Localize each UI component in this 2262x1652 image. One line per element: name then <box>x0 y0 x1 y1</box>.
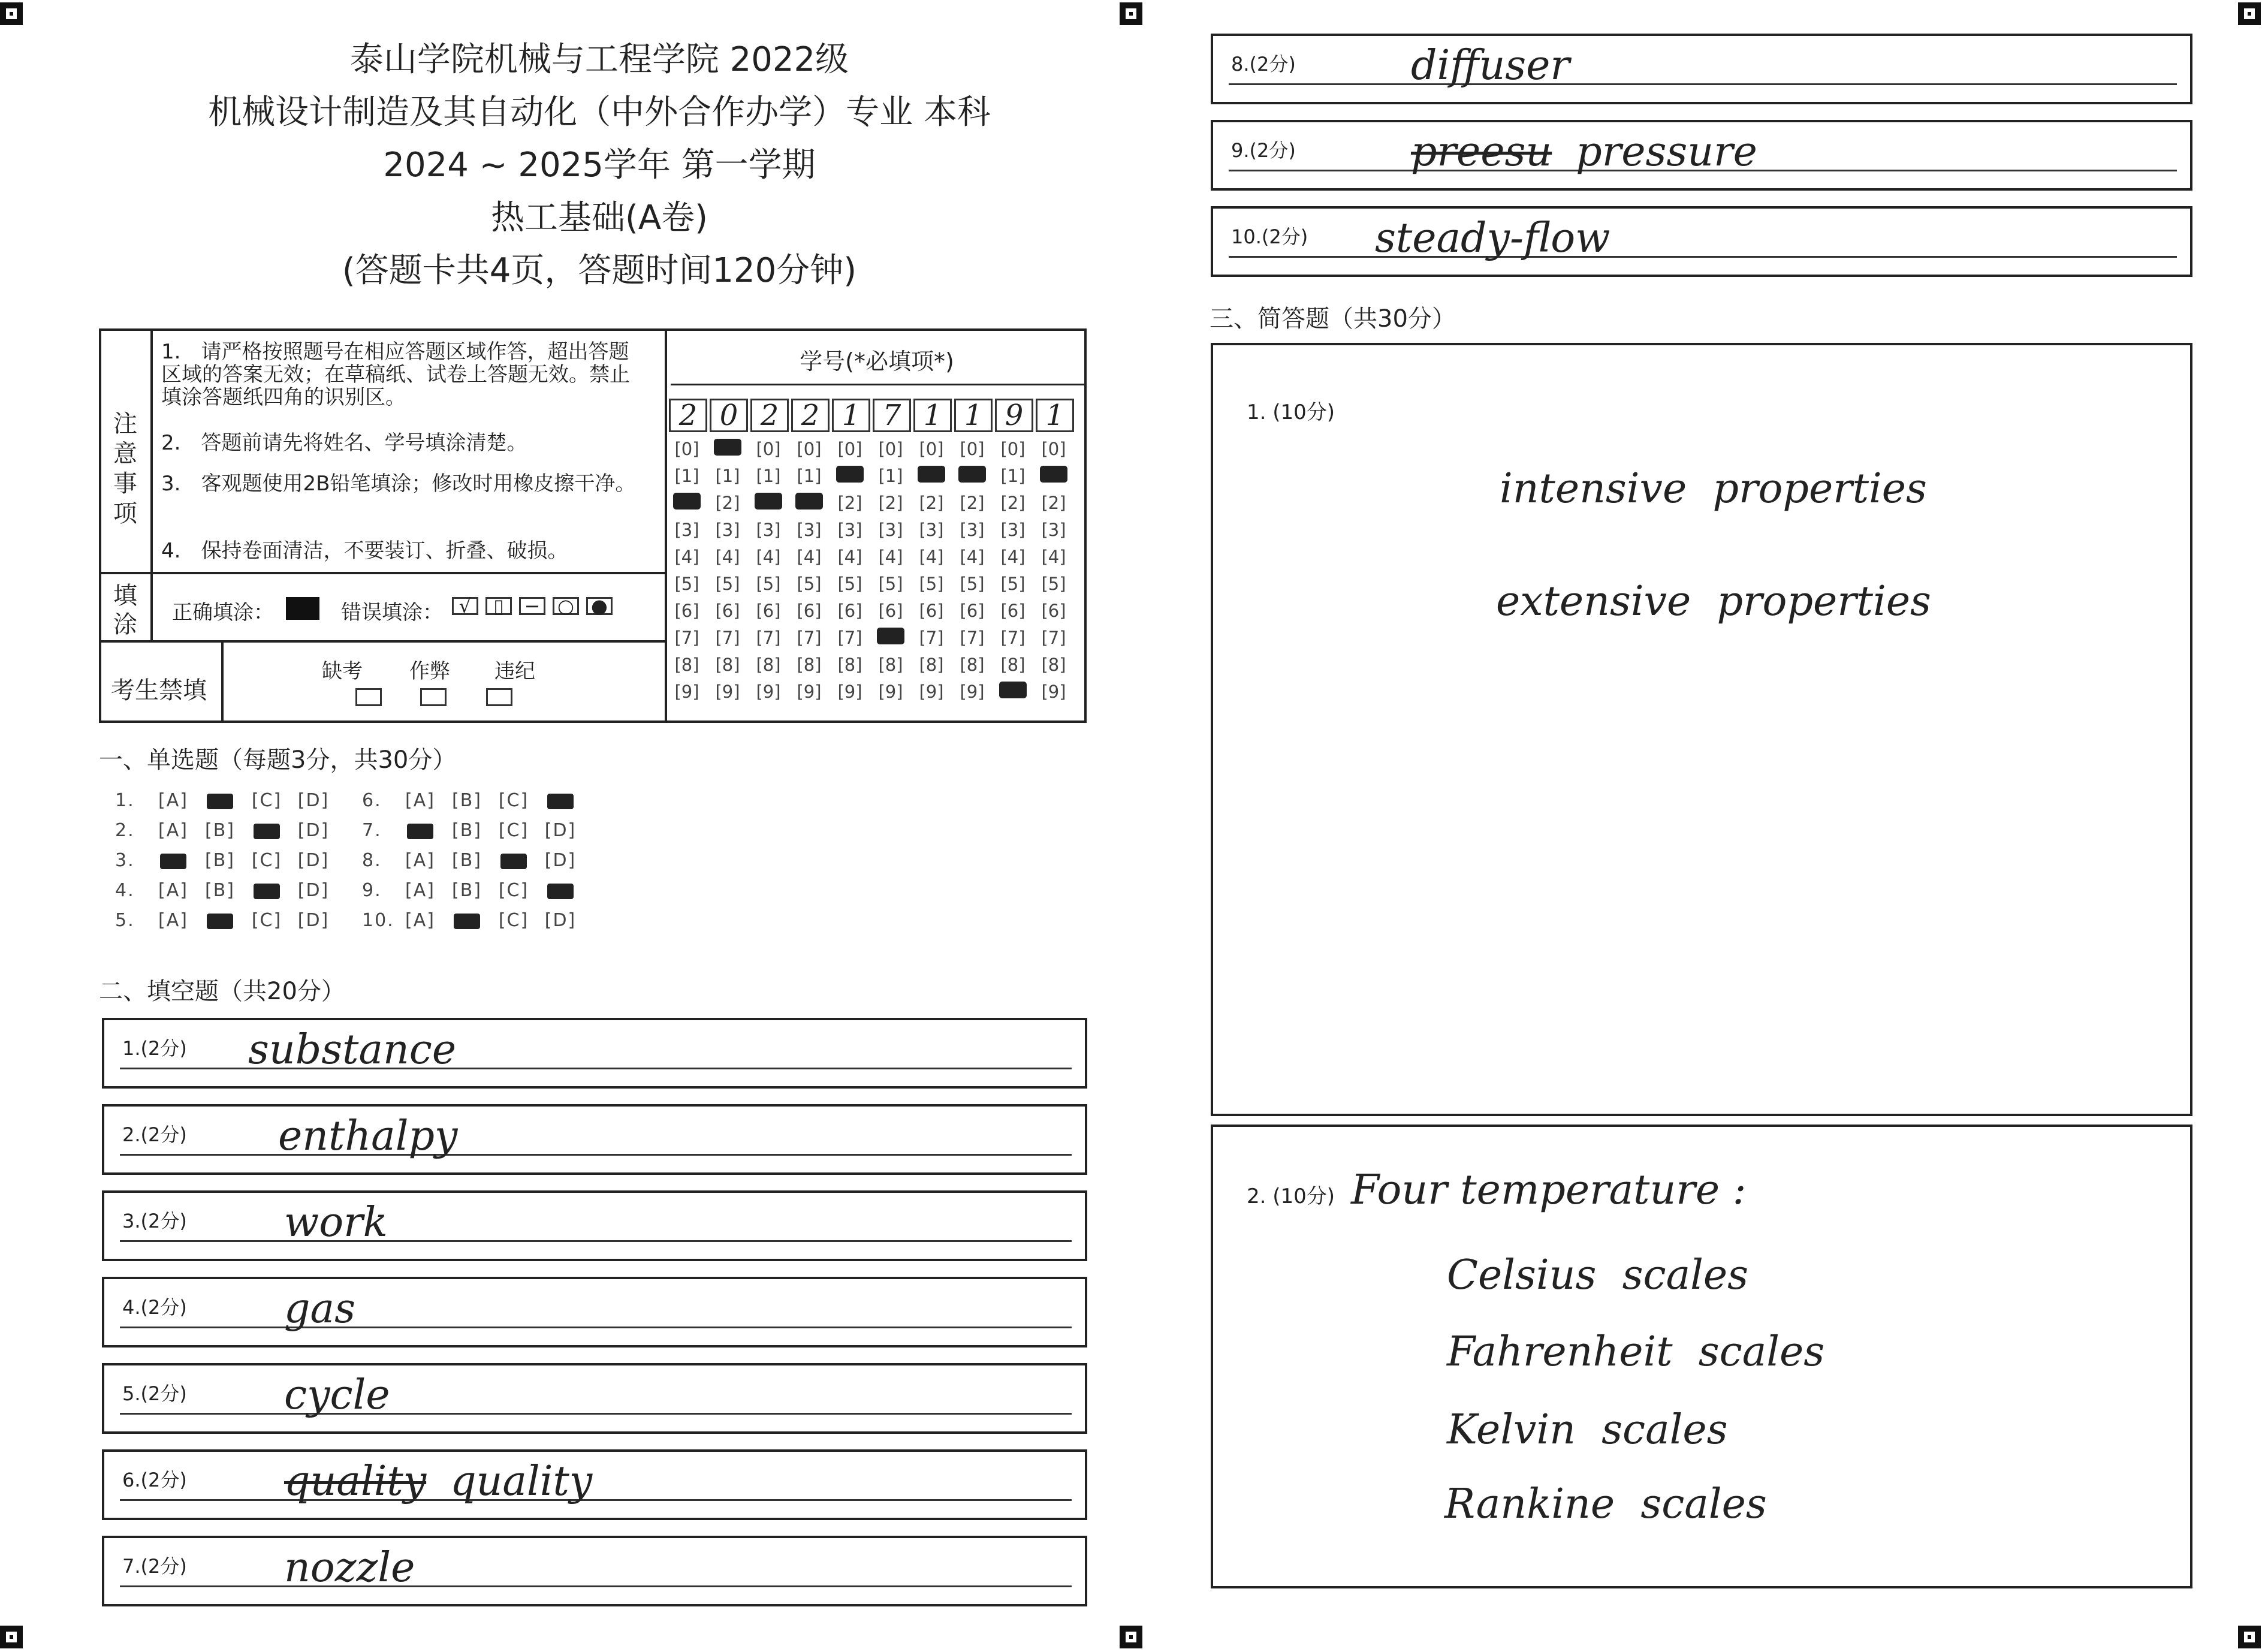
correct-fill-label: 正确填涂： <box>172 601 274 625</box>
student-id-bubble[interactable]: [3] <box>837 520 862 540</box>
student-id-digit-3: 2 <box>750 399 789 432</box>
student-id-bubble[interactable]: [7] <box>1000 628 1026 648</box>
answer-line <box>120 1585 1072 1587</box>
student-id-bubble-filled[interactable] <box>836 466 864 483</box>
handwritten-answer <box>1411 42 1570 89</box>
student-id-bubble[interactable]: [3] <box>797 520 822 540</box>
student-id-bubble[interactable]: [7] <box>756 628 781 648</box>
header-line-course: 热工基础(A卷) <box>490 198 708 237</box>
mc-question-number: 9. <box>362 880 382 901</box>
student-id-bubble[interactable]: [1] <box>674 466 699 486</box>
mc-question-4 <box>115 880 337 901</box>
student-id-bubble-filled[interactable] <box>673 493 701 510</box>
forbidden-option-violation: 违纪 <box>494 659 535 683</box>
mc-question-number: 4. <box>115 880 135 901</box>
student-id-bubble[interactable]: [7] <box>1041 628 1066 648</box>
mc-option-b-filled[interactable] <box>207 914 233 929</box>
forbidden-checkbox-cheat[interactable] <box>420 688 447 706</box>
section2-title: 二、填空题（共20分） <box>99 978 345 1005</box>
registration-mark-bottom-left <box>0 1626 23 1648</box>
mc-option-a[interactable]: [A] <box>158 910 188 931</box>
divider <box>150 331 153 640</box>
answer-text: cycle <box>284 1371 390 1419</box>
mc-option-c[interactable]: [C] <box>498 790 529 811</box>
mc-option-d[interactable]: [D] <box>297 880 330 901</box>
student-id-bubble[interactable]: [5] <box>674 574 699 594</box>
header-line-instructions: (答题卡共4页，答题时间120分钟) <box>342 251 857 290</box>
handwritten-answer <box>1411 128 1757 176</box>
student-id-bubble[interactable]: [7] <box>715 628 740 648</box>
handwritten-answer <box>1375 215 1610 262</box>
student-id-bubble[interactable]: [8] <box>837 655 862 675</box>
mc-option-a-filled[interactable] <box>160 854 186 869</box>
short-answer-q2-box <box>1211 1125 2192 1588</box>
mc-question-2 <box>115 820 337 841</box>
mc-option-c-filled[interactable] <box>254 884 280 899</box>
mc-question-9 <box>362 880 584 901</box>
fill-in-label: 2.(2分) <box>122 1123 187 1146</box>
registration-mark-top-left <box>0 2 23 25</box>
fill-in-answer-9 <box>1211 120 2192 191</box>
mc-question-6 <box>362 790 584 811</box>
answer-text: substance <box>248 1026 457 1074</box>
answer-text: work <box>284 1199 388 1246</box>
header-line-major: 机械设计制造及其自动化（中外合作办学）专业 本科 <box>208 93 991 132</box>
student-id-bubble[interactable]: [7] <box>919 628 944 648</box>
fill-in-label: 5.(2分) <box>122 1382 187 1405</box>
mc-option-d[interactable]: [D] <box>544 820 577 841</box>
fill-in-label: 10.(2分) <box>1231 225 1308 248</box>
student-id-digit-8: 1 <box>954 399 993 432</box>
forbidden-checkbox-violation[interactable] <box>486 688 512 706</box>
student-id-bubble[interactable]: [0] <box>756 439 781 459</box>
fill-in-answer-1 <box>102 1018 1087 1089</box>
student-id-bubble-cell[interactable] <box>911 466 952 487</box>
mc-option-d[interactable]: [D] <box>544 850 577 871</box>
student-id-bubble[interactable]: [3] <box>715 520 740 540</box>
header-line-term: 2024 ~ 2025学年 第一学期 <box>383 146 816 185</box>
student-id-bubble[interactable]: [6] <box>797 601 822 621</box>
student-id-bubble[interactable]: [3] <box>1000 520 1026 540</box>
student-id-bubble[interactable]: [4] <box>960 547 985 567</box>
divider <box>101 572 665 574</box>
short-answer-q1-box <box>1211 343 2192 1116</box>
student-id-bubble-filled[interactable] <box>714 439 741 456</box>
student-id-bubble[interactable]: [5] <box>919 574 944 594</box>
header-line-school: 泰山学院机械与工程学院 2022级 <box>349 40 849 79</box>
fill-in-answer-8 <box>1211 34 2192 104</box>
student-id-bubble[interactable]: [0] <box>797 439 822 459</box>
wrong-mark-half: ▯ <box>485 597 512 615</box>
student-id-bubble[interactable]: [7] <box>674 628 699 648</box>
student-id-bubble[interactable]: [2] <box>878 493 903 513</box>
mc-option-cell[interactable] <box>243 880 290 901</box>
answer-line <box>120 1327 1072 1328</box>
forbidden-option-absent: 缺考 <box>322 659 363 683</box>
mc-option-d-filled[interactable] <box>547 884 574 899</box>
student-id-bubble[interactable]: [6] <box>960 601 985 621</box>
mc-option-a[interactable]: [A] <box>158 790 188 811</box>
answer-text: diffuser <box>1411 42 1570 89</box>
fill-in-label: 8.(2分) <box>1231 53 1296 76</box>
mc-question-number: 3. <box>115 850 135 871</box>
fill-in-label: 6.(2分) <box>122 1469 187 1491</box>
section1-title: 一、单选题（每题3分，共30分） <box>99 746 457 774</box>
student-id-bubble[interactable]: [4] <box>797 547 822 567</box>
mc-option-a-filled[interactable] <box>407 824 433 839</box>
mc-option-c[interactable]: [C] <box>251 910 282 931</box>
student-id-bubble[interactable]: [6] <box>878 601 903 621</box>
wrong-mark-dot: ● <box>586 597 613 615</box>
mc-option-b[interactable]: [B] <box>452 820 482 841</box>
student-id-digit-9: 9 <box>995 399 1033 432</box>
student-id-bubble[interactable]: [1] <box>797 466 822 486</box>
mc-option-cell[interactable] <box>150 850 197 871</box>
answer-text: enthalpy <box>278 1113 458 1160</box>
student-id-bubble[interactable]: [2] <box>960 493 985 513</box>
short-answer-q1-line-2: extensive properties <box>1496 578 1931 625</box>
student-id-digit-1: 2 <box>669 399 707 432</box>
student-id-bubble[interactable]: [3] <box>756 520 781 540</box>
notice-item-3: 3. 客观题使用2B铅笔填涂；修改时用橡皮擦干净。 <box>161 472 636 496</box>
short-answer-q1-label: 1. (10分) <box>1247 400 1335 424</box>
mc-option-a[interactable]: [A] <box>405 790 435 811</box>
student-id-bubble[interactable]: [4] <box>878 547 903 567</box>
student-id-bubble-cell[interactable] <box>748 493 789 514</box>
answer-text: nozzle <box>284 1544 415 1591</box>
wrong-mark-check: √ <box>452 597 478 615</box>
student-id-bubble[interactable]: [2] <box>837 493 862 513</box>
student-id-bubble[interactable]: [3] <box>674 520 699 540</box>
student-id-bubble[interactable]: [3] <box>960 520 985 540</box>
student-id-bubble[interactable]: [9] <box>1041 682 1066 702</box>
student-id-bubble[interactable]: [7] <box>797 628 822 648</box>
student-id-bubble[interactable]: [4] <box>715 547 740 567</box>
student-id-bubble[interactable]: [2] <box>1000 493 1026 513</box>
fill-in-label: 3.(2分) <box>122 1210 187 1232</box>
answer-line <box>1229 83 2177 85</box>
fill-in-label: 9.(2分) <box>1231 139 1296 162</box>
student-id-bubble[interactable]: [8] <box>1041 655 1066 675</box>
notice-item-2: 2. 答题前请先将姓名、学号填涂清楚。 <box>161 431 527 455</box>
student-id-bubble[interactable]: [4] <box>1000 547 1026 567</box>
student-id-bubble[interactable]: [6] <box>1000 601 1026 621</box>
notice-item-4: 4. 保持卷面清洁，不要装订、折叠、破损。 <box>161 539 568 563</box>
student-id-digit-6: 7 <box>873 399 911 432</box>
mc-option-b-filled[interactable] <box>454 914 480 929</box>
mc-option-a[interactable]: [A] <box>405 880 435 901</box>
student-id-bubble[interactable]: [7] <box>837 628 862 648</box>
mc-option-b[interactable]: [B] <box>205 850 235 871</box>
section3-title: 三、简答题（共30分） <box>1210 305 1456 333</box>
student-id-bubble-cell[interactable] <box>830 466 870 487</box>
student-id-bubble[interactable]: [0] <box>1000 439 1026 459</box>
student-id-bubble[interactable]: [1] <box>715 466 740 486</box>
mc-question-number: 1. <box>115 790 135 811</box>
mc-question-3 <box>115 850 337 871</box>
student-id-bubble-cell[interactable] <box>870 628 911 649</box>
fill-in-answer-5 <box>102 1363 1087 1434</box>
mc-option-cell[interactable] <box>490 850 537 871</box>
wrong-fill-examples <box>452 595 613 617</box>
student-id-bubble[interactable]: [5] <box>878 574 903 594</box>
student-id-bubble[interactable]: [3] <box>919 520 944 540</box>
short-answer-q2-line-4: Rankine scales <box>1444 1481 1767 1528</box>
answer-text: steady-flow <box>1375 215 1610 262</box>
student-id-bubble[interactable]: [9] <box>960 682 985 702</box>
struck-out-answer: quality <box>284 1458 427 1505</box>
student-id-bubble-filled[interactable] <box>999 682 1027 698</box>
divider <box>221 640 224 721</box>
student-id-bubble[interactable]: [9] <box>715 682 740 702</box>
mc-option-b[interactable]: [B] <box>452 790 482 811</box>
mc-question-8 <box>362 850 584 871</box>
mc-option-d[interactable]: [D] <box>297 910 330 931</box>
wrong-mark-circle: ○ <box>553 597 579 615</box>
fill-in-answer-10 <box>1211 206 2192 277</box>
divider <box>101 640 665 643</box>
student-id-bubble-filled[interactable] <box>795 493 823 510</box>
student-id-bubble[interactable]: [8] <box>756 655 781 675</box>
mc-option-a[interactable]: [A] <box>158 820 188 841</box>
mc-question-1 <box>115 790 337 811</box>
short-answer-q2-line-1: Celsius scales <box>1447 1252 1748 1299</box>
student-id-bubble[interactable]: [9] <box>797 682 822 702</box>
student-id-bubble-filled[interactable] <box>918 466 945 483</box>
mc-option-c-filled[interactable] <box>254 824 280 839</box>
answer-line <box>120 1154 1072 1156</box>
mc-option-d-filled[interactable] <box>547 794 574 809</box>
handwritten-answer <box>284 1199 388 1246</box>
mc-question-number: 5. <box>115 910 135 931</box>
student-id-bubble-cell[interactable] <box>952 466 993 487</box>
short-answer-q2-heading: Four temperature : <box>1351 1166 1747 1214</box>
mc-option-a[interactable]: [A] <box>405 910 435 931</box>
notice-label: 注意事项 <box>113 410 137 527</box>
mc-option-c[interactable]: [C] <box>251 850 282 871</box>
mc-option-b-filled[interactable] <box>207 794 233 809</box>
student-id-bubble[interactable]: [9] <box>674 682 699 702</box>
mc-option-cell[interactable] <box>243 820 290 841</box>
student-id-bubble[interactable]: [2] <box>715 493 740 513</box>
mc-question-10 <box>362 910 584 931</box>
student-id-bubble[interactable]: [0] <box>674 439 699 459</box>
mc-option-b[interactable]: [B] <box>452 880 482 901</box>
mc-question-number: 2. <box>115 820 135 841</box>
mc-question-number: 10. <box>362 910 394 931</box>
answer-line <box>120 1413 1072 1415</box>
wrong-fill-label: 错误填涂： <box>341 601 443 625</box>
student-id-bubble[interactable]: [1] <box>756 466 781 486</box>
mc-question-7 <box>362 820 584 841</box>
student-id-bubble-cell[interactable] <box>1033 466 1074 487</box>
student-id-bubble[interactable]: [5] <box>1041 574 1066 594</box>
student-id-bubble-filled[interactable] <box>958 466 986 483</box>
student-id-bubble[interactable]: [8] <box>715 655 740 675</box>
student-id-bubble[interactable]: [2] <box>919 493 944 513</box>
registration-mark-bottom-right <box>2238 1626 2261 1648</box>
handwritten-answer <box>284 1371 390 1419</box>
student-id-bubble[interactable]: [4] <box>837 547 862 567</box>
mc-question-5 <box>115 910 337 931</box>
student-id-bubble[interactable]: [0] <box>837 439 862 459</box>
student-id-bubble[interactable]: [3] <box>878 520 903 540</box>
student-id-bubble-filled[interactable] <box>1040 466 1067 483</box>
mc-option-d[interactable]: [D] <box>297 850 330 871</box>
forbidden-option-cheat: 作弊 <box>409 659 450 683</box>
answer-line <box>1229 256 2177 258</box>
student-id-bubble-cell[interactable] <box>666 493 707 514</box>
student-id-bubble[interactable]: [0] <box>919 439 944 459</box>
student-id-digit-4: 2 <box>791 399 830 432</box>
student-id-bubble[interactable]: [5] <box>837 574 862 594</box>
forbidden-checkbox-absent[interactable] <box>355 688 382 706</box>
registration-mark-bottom-middle <box>1120 1626 1142 1648</box>
student-id-bubble[interactable]: [6] <box>756 601 781 621</box>
handwritten-answer <box>278 1113 457 1160</box>
student-id-bubble[interactable]: [4] <box>756 547 781 567</box>
mc-option-c[interactable]: [C] <box>498 880 529 901</box>
mc-option-d[interactable]: [D] <box>544 910 577 931</box>
mc-option-cell[interactable] <box>397 820 444 841</box>
mc-option-c[interactable]: [C] <box>251 790 282 811</box>
student-id-bubble-filled[interactable] <box>877 628 904 644</box>
student-id-bubble[interactable]: [6] <box>674 601 699 621</box>
handwritten-answer <box>284 1285 355 1333</box>
correct-fill-example <box>286 597 319 620</box>
mc-option-a[interactable]: [A] <box>405 850 435 871</box>
mc-option-cell[interactable] <box>537 880 584 901</box>
student-id-bubble[interactable]: [9] <box>919 682 944 702</box>
student-id-bubble[interactable]: [8] <box>1000 655 1026 675</box>
student-id-label: 学号(*必填项*) <box>800 348 954 375</box>
handwritten-answer <box>284 1544 415 1591</box>
student-id-bubble[interactable]: [6] <box>919 601 944 621</box>
divider <box>671 384 1084 385</box>
struck-out-answer: preesu <box>1411 128 1552 176</box>
mc-question-number: 7. <box>362 820 382 841</box>
student-id-digit-5: 1 <box>832 399 870 432</box>
student-id-bubble[interactable]: [2] <box>1041 493 1066 513</box>
fill-in-label: 7.(2分) <box>122 1555 187 1578</box>
student-id-bubble[interactable]: [5] <box>797 574 822 594</box>
student-id-bubble[interactable]: [9] <box>837 682 862 702</box>
mc-option-cell[interactable] <box>197 910 243 931</box>
mc-option-c[interactable]: [C] <box>498 910 529 931</box>
student-id-bubble[interactable]: [8] <box>878 655 903 675</box>
mc-option-a[interactable]: [A] <box>158 880 188 901</box>
student-id-bubble[interactable]: [5] <box>715 574 740 594</box>
student-id-bubble[interactable]: [5] <box>960 574 985 594</box>
short-answer-q2-line-3: Kelvin scales <box>1447 1406 1728 1454</box>
handwritten-answer <box>284 1458 592 1505</box>
mc-option-b[interactable]: [B] <box>205 820 235 841</box>
student-id-bubble[interactable]: [0] <box>878 439 903 459</box>
mc-option-b[interactable]: [B] <box>452 850 482 871</box>
short-answer-q2-label: 2. (10分) <box>1247 1184 1335 1208</box>
student-id-digit-2: 0 <box>710 399 748 432</box>
answer-line <box>120 1499 1072 1501</box>
fill-in-answer-2 <box>102 1104 1087 1175</box>
mc-option-c[interactable]: [C] <box>498 820 529 841</box>
forbidden-label: 考生禁填 <box>111 677 207 704</box>
student-id-bubble[interactable]: [6] <box>1041 601 1066 621</box>
mc-option-d[interactable]: [D] <box>297 820 330 841</box>
student-id-bubble[interactable]: [4] <box>674 547 699 567</box>
fill-in-answer-6 <box>102 1449 1087 1520</box>
student-id-bubble[interactable]: [8] <box>674 655 699 675</box>
fill-in-answer-7 <box>102 1536 1087 1606</box>
fill-in-answer-3 <box>102 1190 1087 1261</box>
student-id-bubble[interactable]: [8] <box>797 655 822 675</box>
fill-in-label: 4.(2分) <box>122 1296 187 1319</box>
student-id-bubble-cell[interactable] <box>789 493 830 514</box>
student-id-bubble[interactable]: [7] <box>960 628 985 648</box>
short-answer-q1-line-1: intensive properties <box>1500 465 1927 513</box>
student-id-bubble[interactable]: [6] <box>837 601 862 621</box>
student-id-bubble[interactable]: [0] <box>960 439 985 459</box>
student-id-bubble-filled[interactable] <box>755 493 782 510</box>
student-id-bubble[interactable]: [0] <box>1041 439 1066 459</box>
student-id-bubble[interactable]: [1] <box>878 466 903 486</box>
student-id-bubble[interactable]: [9] <box>878 682 903 702</box>
answer-text: gas <box>284 1285 355 1333</box>
student-id-digit-7: 1 <box>913 399 952 432</box>
student-id-bubble-cell[interactable] <box>707 439 748 460</box>
student-id-bubble[interactable]: [9] <box>756 682 781 702</box>
student-id-bubble[interactable]: [5] <box>756 574 781 594</box>
short-answer-q2-line-2: Fahrenheit scales <box>1447 1328 1825 1376</box>
answer-text: quality <box>450 1458 593 1505</box>
student-id-digit-10: 1 <box>1036 399 1074 432</box>
notice-item-1: 1. 请严格按照题号在相应答题区域作答，超出答题区域的答案无效；在草稿纸、试卷上答题无效。禁止填涂答题纸四角的识别区。 <box>161 340 630 409</box>
student-id-bubble[interactable]: [4] <box>1041 547 1066 567</box>
student-id-bubble-grid <box>666 439 1086 703</box>
mc-option-b[interactable]: [B] <box>205 880 235 901</box>
fill-in-answer-4 <box>102 1277 1087 1347</box>
mc-question-number: 6. <box>362 790 382 811</box>
mc-option-c-filled[interactable] <box>500 854 527 869</box>
wrong-mark-dash: − <box>519 597 545 615</box>
student-id-bubble[interactable]: [6] <box>715 601 740 621</box>
fill-in-label: 1.(2分) <box>122 1037 187 1060</box>
handwritten-answer <box>248 1026 456 1074</box>
answer-text: pressure <box>1576 128 1757 176</box>
registration-mark-top-right <box>2238 2 2261 25</box>
mc-question-number: 8. <box>362 850 382 871</box>
mc-option-d[interactable]: [D] <box>297 790 330 811</box>
student-id-bubble[interactable]: [5] <box>1000 574 1026 594</box>
registration-mark-top-middle <box>1120 2 1142 25</box>
mc-option-cell[interactable] <box>197 790 243 811</box>
student-id-bubble[interactable]: [1] <box>1000 466 1026 486</box>
student-id-bubble[interactable]: [8] <box>919 655 944 675</box>
fill-label: 填涂 <box>113 582 137 638</box>
mc-option-cell[interactable] <box>537 790 584 811</box>
mc-option-cell[interactable] <box>444 910 490 931</box>
student-id-bubble[interactable]: [8] <box>960 655 985 675</box>
answer-line <box>120 1240 1072 1242</box>
student-id-bubble-cell[interactable] <box>993 682 1033 703</box>
student-id-bubble[interactable]: [3] <box>1041 520 1066 540</box>
student-id-bubble[interactable]: [4] <box>919 547 944 567</box>
